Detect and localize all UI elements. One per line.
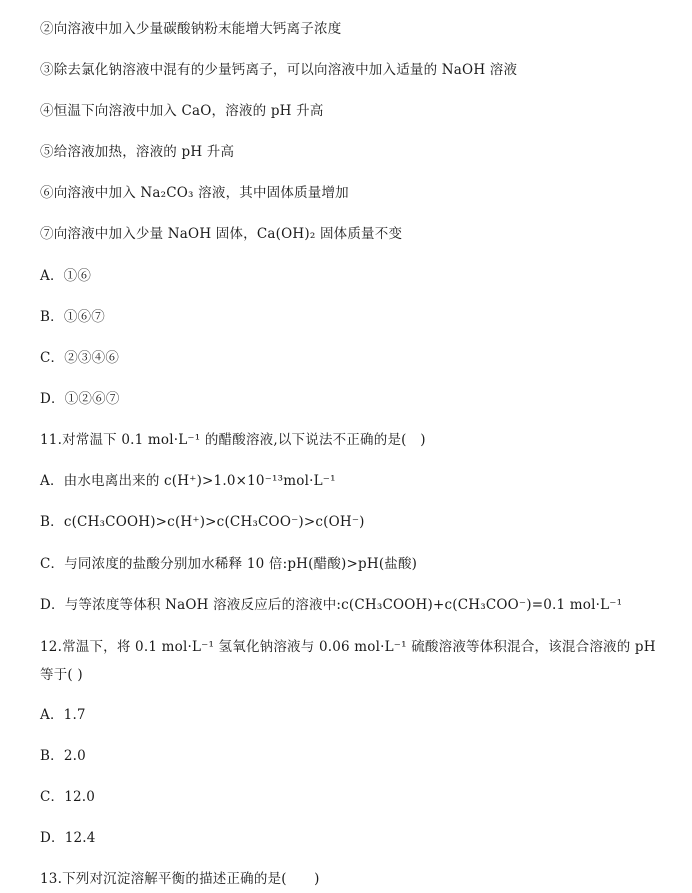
q11-stem: 11.对常温下 0.1 mol·L⁻¹ 的醋酸溶液,以下说法不正确的是( ): [40, 432, 426, 448]
q12-option-d: D．12.4: [40, 830, 96, 846]
statement-7: ⑦向溶液中加入少量 NaOH 固体，Ca(OH)₂ 固体质量不变: [40, 226, 403, 242]
q10-option-b: B．①⑥⑦: [40, 309, 105, 325]
statement-2: ②向溶液中加入少量碳酸钠粉末能增大钙离子浓度: [40, 21, 342, 37]
q11-option-c: C．与同浓度的盐酸分别加水稀释 10 倍:pH(醋酸)>pH(盐酸): [40, 556, 418, 572]
statement-3: ③除去氯化钠溶液中混有的少量钙离子，可以向溶液中加入适量的 NaOH 溶液: [40, 62, 518, 78]
statement-4: ④恒温下向溶液中加入 CaO，溶液的 pH 升高: [40, 103, 324, 119]
q11-option-d: D．与等浓度等体积 NaOH 溶液反应后的溶液中:c(CH₃COOH)+c(CH₃COO⁻)=0.1 mol·L⁻¹: [40, 597, 623, 613]
q11-option-b: B．c(CH₃COOH)>c(H⁺)>c(CH₃COO⁻)>c(OH⁻): [40, 514, 365, 530]
q12-stem: 12.常温下，将 0.1 mol·L⁻¹ 氢氧化钠溶液与 0.06 mol·L⁻¹ 硫酸溶液等体积混合，该混合溶液的 pH 等于( ): [40, 639, 656, 683]
q11-option-a: A．由水电离出来的 c(H⁺)>1.0×10⁻¹³mol·L⁻¹: [40, 473, 336, 489]
q12-option-c: C．12.0: [40, 789, 96, 805]
q10-option-c: C．②③④⑥: [40, 350, 120, 366]
statement-5: ⑤给溶液加热，溶液的 pH 升高: [40, 144, 235, 160]
q10-option-d: D．①②⑥⑦: [40, 391, 120, 407]
q10-option-a: A．①⑥: [40, 268, 92, 284]
q12-option-b: B．2.0: [40, 748, 86, 764]
q12-option-a: A．1.7: [40, 707, 86, 723]
statement-6: ⑥向溶液中加入 Na₂CO₃ 溶液，其中固体质量增加: [40, 185, 349, 201]
q13-stem: 13.下列对沉淀溶解平衡的描述正确的是( ): [40, 871, 320, 887]
